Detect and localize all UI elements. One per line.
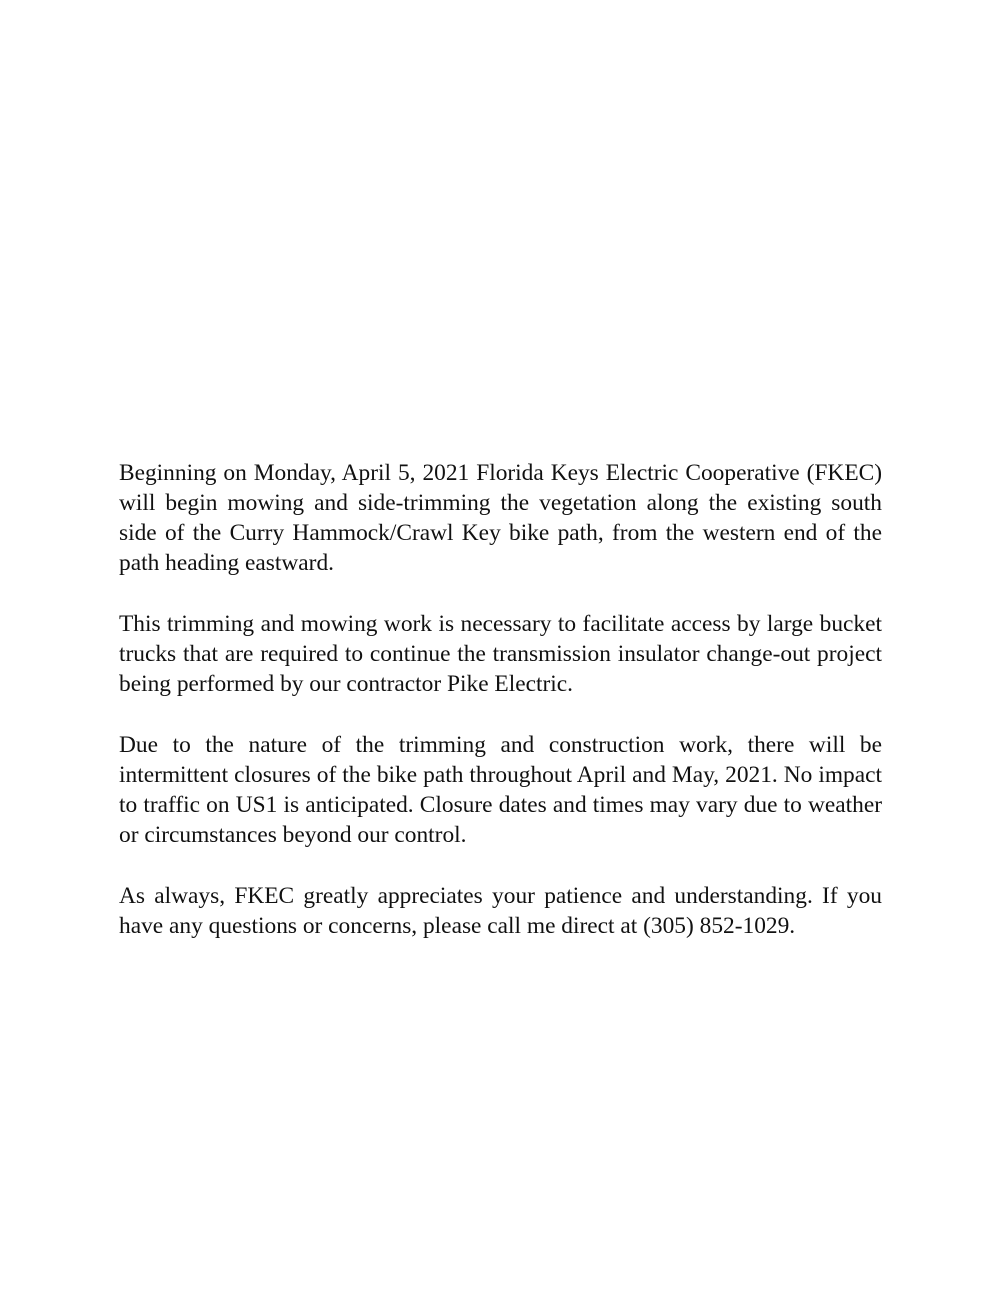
paragraph-purpose: This trimming and mowing work is necessary to facilitate access by large bucket trucks that are required to continue the transmission insulator change-out project being performed by our contractor Pike Electric. (119, 611, 882, 697)
paragraph-contact: As always, FKEC greatly appreciates your patience and understanding. If you have any questions or concerns, please call me direct at (305) 852-1029. (119, 883, 882, 939)
notice-body (119, 458, 882, 941)
paragraph-closures: Due to the nature of the trimming and construction work, there will be intermittent closures of the bike path throughout April and May, 2021. No impact to traffic on US1 is anticipated. Closure dates and times may vary due to weather or circumstances beyond our control. (119, 732, 882, 848)
paragraph-start-date: Beginning on Monday, April 5, 2021 Florida Keys Electric Cooperative (FKEC) will begin mowing and side-trimming the vegetation along the existing south side of the Curry Hammock/Crawl Key bike path, from the western end of the path heading eastward. (119, 460, 882, 576)
